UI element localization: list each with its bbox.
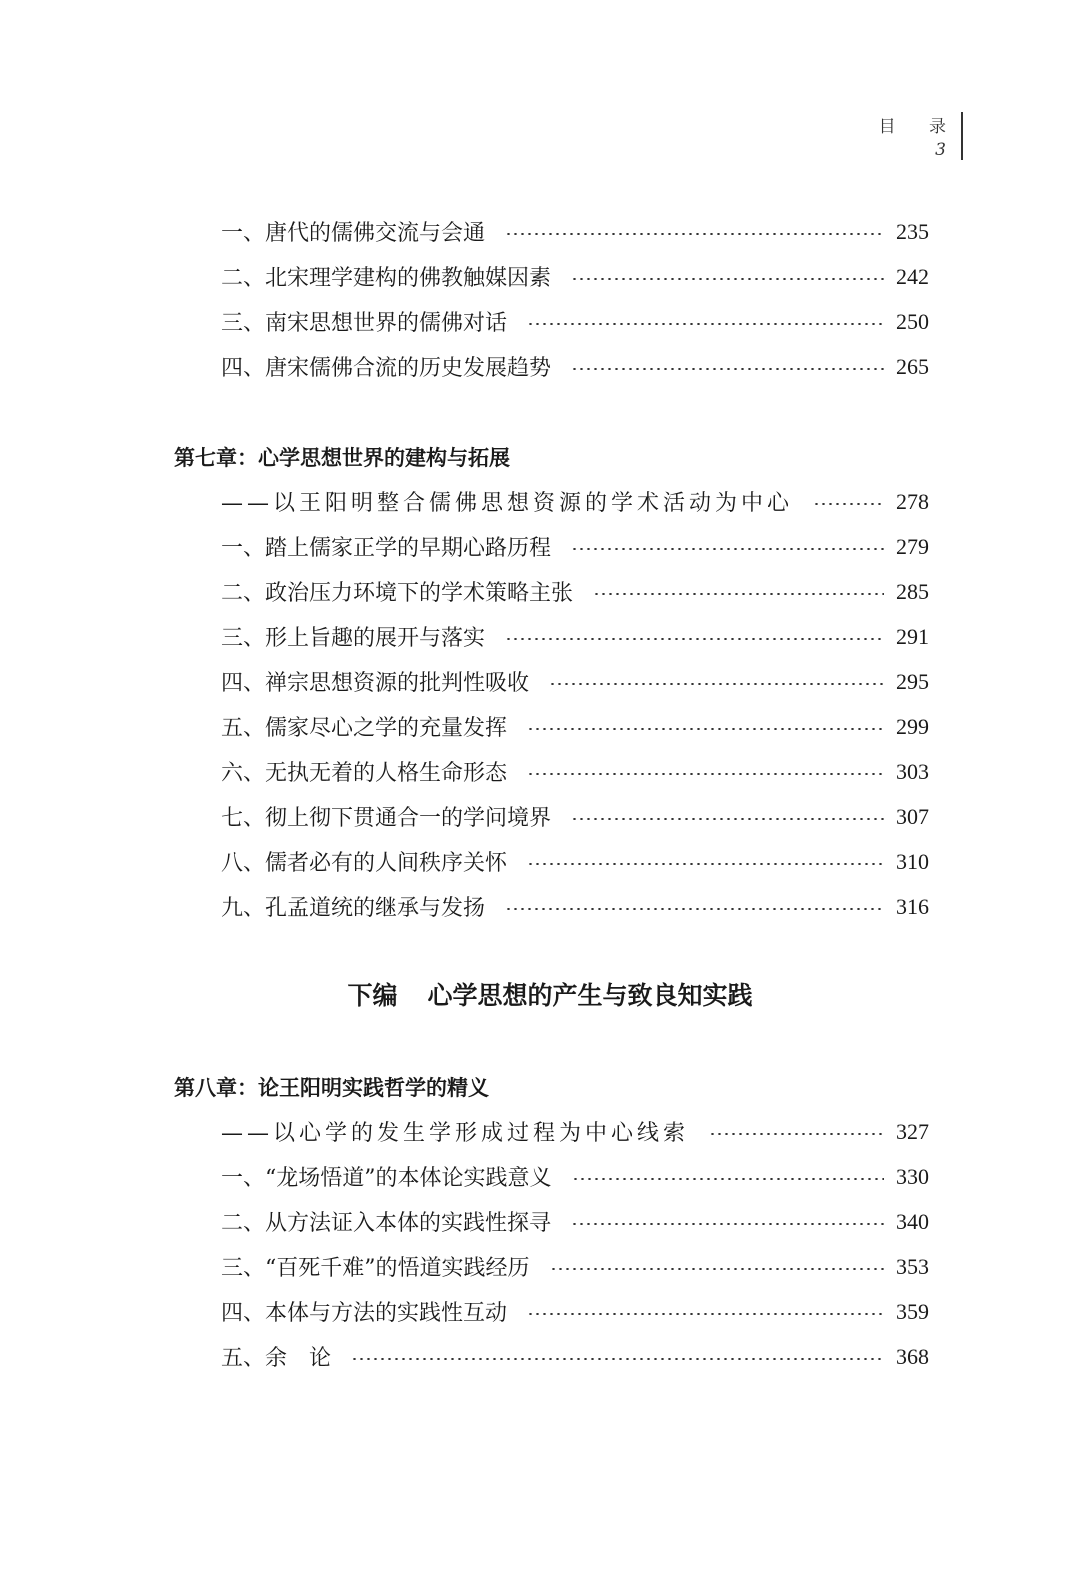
- running-head-page-number: 3: [935, 140, 946, 160]
- dot-leader: [571, 278, 884, 280]
- toc-entry-page: 340: [896, 1208, 929, 1234]
- toc-entry[interactable]: [221, 1154, 929, 1199]
- toc-entry-page: 285: [896, 578, 929, 604]
- dot-leader: [571, 1223, 884, 1225]
- toc-entry-title: 三、南宋思想世界的儒佛对话: [221, 311, 508, 336]
- dot-leader: [527, 728, 884, 730]
- toc-entry-page: 295: [896, 668, 929, 694]
- toc-entry-title: 三、“百死千难”的悟道实践经历: [221, 1256, 530, 1281]
- toc-entry-title: 四、本体与方法的实践性互动: [221, 1301, 508, 1326]
- dot-leader: [593, 593, 884, 595]
- toc-entry-title: 一、唐代的儒佛交流与会通: [221, 221, 486, 246]
- dot-leader: [709, 1133, 884, 1135]
- toc-entry-title: 五、儒家尽心之学的充量发挥: [221, 716, 508, 741]
- dot-leader: [527, 863, 884, 865]
- dot-leader: [527, 773, 884, 775]
- toc-entry[interactable]: [221, 839, 929, 884]
- toc-entry-title: 六、无执无着的人格生命形态: [221, 761, 508, 786]
- toc-entry-page: 316: [896, 893, 929, 919]
- toc-entry-page: 265: [896, 353, 929, 379]
- toc-entry[interactable]: [221, 1199, 929, 1244]
- toc-entry[interactable]: [221, 659, 929, 704]
- dot-leader: [549, 683, 884, 685]
- toc-entry-page: 359: [896, 1298, 929, 1324]
- toc-entry[interactable]: [221, 524, 929, 569]
- toc-entry[interactable]: [221, 1334, 929, 1379]
- toc-entry[interactable]: [221, 704, 929, 749]
- toc-entry-title: ——以心学的发生学形成过程为中心线索: [221, 1121, 690, 1146]
- toc-entry[interactable]: [221, 749, 929, 794]
- toc-entry[interactable]: [221, 569, 929, 614]
- toc-entry-title: 七、彻上彻下贯通合一的学问境界: [221, 806, 552, 831]
- toc-entry-title: 一、踏上儒家正学的早期心路历程: [221, 536, 552, 561]
- toc-entry[interactable]: [221, 254, 929, 299]
- running-head-rule: [961, 112, 963, 160]
- toc-entry-title: 八、儒者必有的人间秩序关怀: [221, 851, 508, 876]
- chapter-7-heading[interactable]: 第七章：心学思想世界的建构与拓展: [174, 445, 510, 470]
- dot-leader: [505, 233, 884, 235]
- toc-entry[interactable]: [221, 1289, 929, 1334]
- dot-leader: [505, 908, 884, 910]
- toc-entry-page: 353: [896, 1253, 929, 1279]
- dot-leader: [572, 1178, 885, 1180]
- part-heading[interactable]: [0, 976, 1080, 1012]
- dot-leader: [351, 1358, 884, 1360]
- dot-leader: [571, 368, 884, 370]
- toc-entry-title: 二、从方法证入本体的实践性探寻: [221, 1211, 552, 1236]
- part-label: 下编: [347, 981, 398, 1010]
- toc-entry-page: 279: [896, 533, 929, 559]
- chapter-8-heading[interactable]: 第八章：论王阳明实践哲学的精义: [174, 1075, 489, 1100]
- toc-entry-page: 330: [896, 1163, 929, 1189]
- toc-entry-title: ——以王阳明整合儒佛思想资源的学术活动为中心: [221, 491, 794, 516]
- dot-leader: [813, 503, 884, 505]
- toc-entry-page: 368: [896, 1343, 929, 1369]
- toc-entry[interactable]: [221, 1244, 929, 1289]
- toc-entry[interactable]: [221, 209, 929, 254]
- toc-entry[interactable]: [221, 884, 929, 929]
- toc-entry-page: 250: [896, 308, 929, 334]
- toc-entry-page: 278: [896, 488, 929, 514]
- toc-entry[interactable]: [221, 614, 929, 659]
- toc-entry-page: 303: [896, 758, 929, 784]
- dot-leader: [550, 1268, 885, 1270]
- dot-leader: [527, 1313, 884, 1315]
- toc-entry-page: 235: [896, 218, 929, 244]
- running-head-title: 目 录: [878, 117, 960, 137]
- toc-entry-subtitle[interactable]: [221, 1109, 929, 1154]
- toc-entry[interactable]: [221, 344, 929, 389]
- toc-entry-title: 四、禅宗思想资源的批判性吸收: [221, 671, 530, 696]
- toc-entry-page: 242: [896, 263, 929, 289]
- toc-entry-page: 291: [896, 623, 929, 649]
- part-title: 心学思想的产生与致良知实践: [427, 981, 753, 1010]
- dot-leader: [571, 548, 884, 550]
- toc-entry-subtitle[interactable]: [221, 479, 929, 524]
- toc-entry-page: 327: [896, 1118, 929, 1144]
- toc-entry[interactable]: [221, 794, 929, 839]
- toc-entry-page: 307: [896, 803, 929, 829]
- toc-entry-page: 310: [896, 848, 929, 874]
- toc-entry-title: 四、唐宋儒佛合流的历史发展趋势: [221, 356, 552, 381]
- toc-entry-title: 三、形上旨趣的展开与落实: [221, 626, 486, 651]
- dot-leader: [527, 323, 884, 325]
- running-head: [878, 112, 960, 160]
- toc-entry-title: 九、孔孟道统的继承与发扬: [221, 896, 486, 921]
- toc-entry[interactable]: [221, 299, 929, 344]
- dot-leader: [505, 638, 884, 640]
- toc-entry-title: 二、政治压力环境下的学术策略主张: [221, 581, 574, 606]
- toc-entry-page: 299: [896, 713, 929, 739]
- toc-entry-title: 二、北宋理学建构的佛教触媒因素: [221, 266, 552, 291]
- dot-leader: [571, 818, 884, 820]
- toc-entry-title: 一、“龙场悟道”的本体论实践意义: [221, 1166, 552, 1191]
- toc-entry-title: 五、余 论: [221, 1346, 332, 1371]
